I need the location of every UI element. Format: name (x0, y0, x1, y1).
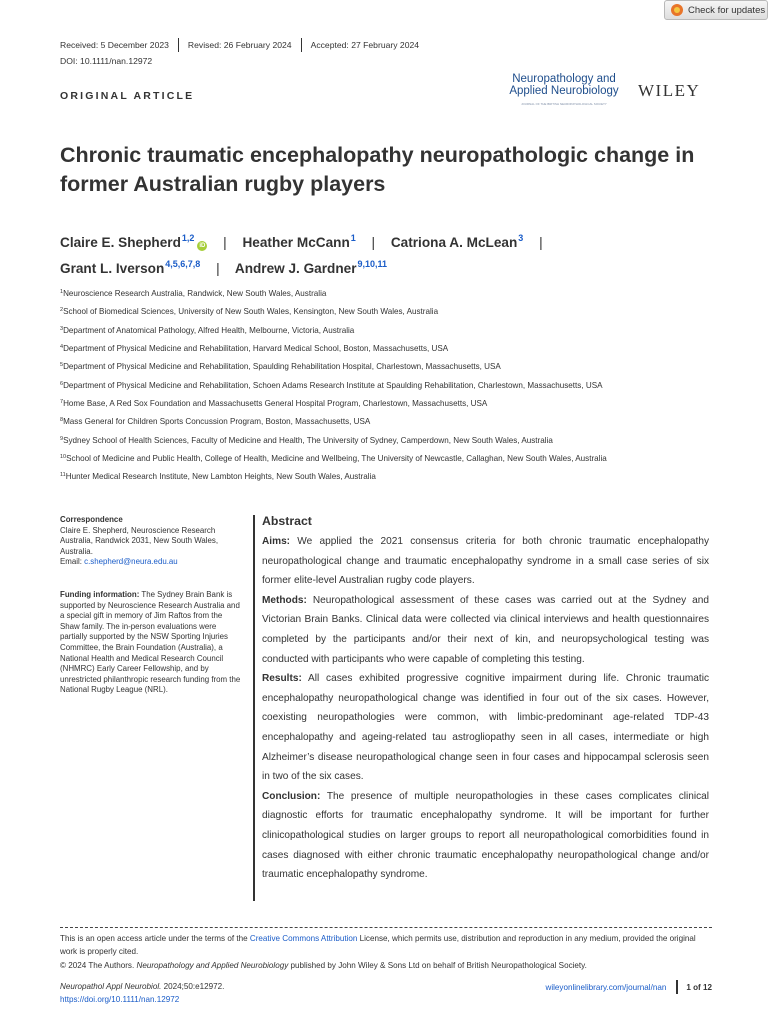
journal-logo[interactable] (500, 73, 628, 110)
author-separator: | (539, 235, 543, 250)
page-number: 1 of 12 (686, 982, 712, 992)
affiliation-item (60, 470, 720, 488)
affiliation-text: Sydney School of Health Sciences, Faculty of Medicine and Health, The University of Sydney, Camperdown, New South Wales, Australia (63, 435, 553, 445)
affiliation-number: 5 (60, 362, 64, 369)
author-affiliation-ref[interactable]: 9,10,11 (357, 258, 388, 269)
doi-link[interactable]: https://doi.org/10.1111/nan.12972 (60, 995, 180, 1005)
correspondence-heading: Correspondence (60, 515, 123, 524)
abstract-section-label: Aims: (262, 536, 291, 547)
accepted-date: Accepted: 27 February 2024 (310, 40, 420, 50)
citation-line (60, 980, 224, 993)
journal-name-line2: Applied Neurobiology (509, 85, 619, 97)
sidebar-notes (60, 515, 242, 696)
affiliation-text: Department of Physical Medicine and Rehabilitation, Schoen Adams Research Institute at Spaulding Rehabilitation, Charlestown, Massachusetts, USA (63, 380, 603, 390)
author-name[interactable]: Andrew J. Gardner (234, 260, 357, 276)
affiliation-item (60, 360, 720, 378)
abstract-heading: Abstract (262, 514, 312, 528)
doi-header: DOI: 10.1111/nan.12972 (60, 56, 153, 66)
abstract-results (262, 669, 709, 787)
affiliation-number: 8 (60, 417, 64, 424)
article-dates (60, 38, 419, 52)
author-name[interactable]: Heather McCann (242, 235, 350, 250)
publisher-logo[interactable]: WILEY (638, 81, 701, 100)
page-divider (676, 980, 678, 994)
affiliation-item (60, 452, 720, 470)
affiliation-item (60, 342, 720, 360)
license-notice (60, 932, 712, 972)
journal-logo-subtitle: JOURNAL OF THE BRITISH NEUROPATHOLOGICAL SOCIETY (521, 102, 607, 106)
affiliation-item (60, 305, 720, 323)
received-date: Received: 5 December 2023 (60, 40, 169, 50)
author-separator: | (223, 235, 227, 250)
author-name[interactable]: Grant L. Iverson (60, 260, 165, 276)
license-divider (60, 927, 712, 928)
affiliation-number: 3 (60, 325, 64, 332)
copyright-suffix: published by John Wiley & Sons Ltd on behalf of British Neuropathological Society. (288, 960, 587, 970)
orcid-icon[interactable]: iD (199, 243, 206, 249)
funding-heading: Funding information: (60, 589, 140, 599)
license-suffix: License, which permits use, distribution and reproduction in any medium, provided the original work is properly cited. (60, 934, 696, 957)
footer-right (545, 980, 712, 994)
affiliation-number: 10 (60, 454, 67, 461)
email-label: Email: (60, 557, 85, 567)
affiliation-list (60, 287, 720, 489)
author-affiliation-ref[interactable]: 1 (350, 233, 356, 243)
affiliation-text: School of Medicine and Public Health, College of Health, Medicine and Wellbeing, The University of Newcastle, Callaghan, New South Wales, Australia (66, 454, 607, 464)
author-list (60, 228, 720, 279)
abstract-section-text: Neuropathological assessment of these cases was carried out at the Sydney and Victorian Brain Banks. Clinical data were collected via clinical interviews and health questionnaires completed by the participants and/or their next of kin, and neuropsychological testing was conducted with participants who were capable of completing this testing. (262, 594, 709, 665)
abstract-section-label: Results: (262, 673, 302, 685)
affiliation-number: 1 (60, 289, 64, 295)
revised-date: Revised: 26 February 2024 (187, 40, 292, 50)
author-name[interactable]: Catriona A. McLean (390, 235, 518, 250)
affiliation-text: Hunter Medical Research Institute, New Lambton Heights, New South Wales, Australia (65, 472, 376, 482)
copyright-journal: Neuropathology and Applied Neurobiology (136, 960, 289, 970)
abstract-section-text: All cases exhibited progressive cognitive impairment during life. Chronic traumatic encephalopathy neuropathological change was identified in four out of the six cases. However, coexisting neuropathologies were common, with limbic-predominant age-related TDP-43 encephalopathy and ageing-related tau astrogliopathy seen in all cases, intermediate or high Alzheimer’s disease neuropathological change seen in four cases and hippocampal sclerosis seen in two of the six cases. (262, 673, 709, 783)
funding-text: The Sydney Brain Bank is supported by Neuroscience Research Australia and a special gift in memory of Jim Raftos from the Shaw family. The in-person evaluations were partially supported by the NSW Sporting Injuries Committee, the Brain Foundation (Australia), a National Health and Medical Research Council (NHMRC) Early Career Fellowship, and by unrestricted philanthropic research funding from the National Rugby League (NRL). (60, 589, 241, 695)
correspondence-email (60, 557, 242, 568)
funding-information (60, 590, 242, 696)
affiliation-number: 9 (60, 435, 64, 442)
abstract-aims (262, 532, 709, 591)
author-separator: | (216, 260, 220, 276)
check-updates-label: Check for updates (688, 4, 766, 16)
affiliation-text: Department of Physical Medicine and Rehabilitation, Harvard Medical School, Boston, Massachusetts, USA (63, 344, 449, 354)
abstract (262, 513, 709, 885)
copyright-prefix: © 2024 The Authors. (60, 960, 137, 970)
affiliation-text: Home Base, A Red Sox Foundation and Massachusetts General Hospital Program, Charlestown, Massachusetts, USA (63, 399, 488, 409)
author-separator: | (371, 235, 376, 250)
author-affiliation-ref[interactable]: 1,2 (181, 233, 195, 243)
article-title: Chronic traumatic encephalopathy neuropathologic change in former Australian rugby players (60, 143, 695, 196)
journal-site-link[interactable]: wileyonlinelibrary.com/journal/nan (545, 982, 667, 992)
affiliation-text: Mass General for Children Sports Concussion Program, Boston, Massachusetts, USA (63, 417, 371, 427)
affiliation-number: 7 (60, 399, 64, 406)
affiliation-item (60, 287, 720, 305)
affiliation-number: 2 (60, 307, 64, 314)
check-for-updates-button[interactable] (664, 0, 768, 20)
abstract-section-label: Conclusion: (262, 790, 321, 802)
affiliation-item (60, 397, 720, 415)
affiliation-text: Department of Physical Medicine and Rehabilitation, Spaulding Rehabilitation Hospital, Charlestown, Massachusetts, USA (63, 362, 501, 372)
abstract-conclusion (262, 787, 709, 885)
abstract-methods (262, 591, 709, 669)
citation-volume: 2024;50:e12972. (161, 982, 225, 991)
affiliation-item (60, 324, 720, 342)
copyright-line (60, 959, 712, 972)
citation-journal: Neuropathol Appl Neurobiol. (60, 982, 162, 991)
check-updates-icon (671, 4, 683, 16)
date-divider (178, 38, 179, 52)
correspondence-text: Claire E. Shepherd, Neuroscience Research Australia, Randwick 2031, New South Wales, Australia. (60, 525, 219, 556)
footer-citation (60, 980, 224, 1007)
author-affiliation-ref[interactable]: 4,5,6,7,8 (165, 258, 201, 269)
affiliation-number: 4 (60, 344, 64, 351)
license-link[interactable]: Creative Commons Attribution (249, 934, 358, 943)
license-prefix: This is an open access article under the terms of the (60, 934, 250, 943)
article-type: ORIGINAL ARTICLE (60, 90, 195, 102)
date-divider (301, 38, 302, 52)
affiliation-number: 11 (60, 472, 66, 479)
abstract-section-label: Methods: (262, 594, 307, 606)
journal-name-line1: Neuropathology and (512, 73, 616, 85)
abstract-section-text: The presence of multiple neuropathologies in these cases complicates clinical diagnostic efforts for traumatic encephalopathy syndrome. It will be important for further clinicopathological studies on larger groups to report all neuropathological comorbidities found in cases diagnosed with either chronic traumatic encephalopathy neuropathological change and/or traumatic encephalopathy syndrome. (262, 790, 709, 881)
affiliation-item (60, 434, 720, 452)
affiliation-text: Department of Anatomical Pathology, Alfred Health, Melbourne, Victoria, Australia (63, 325, 355, 335)
affiliation-text: Neuroscience Research Australia, Randwick, New South Wales, Australia (63, 289, 327, 298)
affiliation-item (60, 415, 720, 433)
abstract-divider (253, 515, 255, 901)
email-link[interactable]: c.shepherd@neura.edu.au (84, 557, 178, 567)
author-name[interactable]: Claire E. Shepherd (60, 235, 181, 250)
affiliation-text: School of Biomedical Sciences, University of New South Wales, Kensington, New South Wales, Australia (63, 307, 439, 317)
license-line (60, 932, 712, 959)
abstract-section-text: We applied the 2021 consensus criteria for both chronic traumatic encephalopathy neuropathological change and traumatic encephalopathy syndrome in a small case series of six former elite-level Australian rugby code players. (262, 536, 709, 587)
affiliation-item (60, 379, 720, 397)
affiliation-number: 6 (60, 380, 64, 387)
author-affiliation-ref[interactable]: 3 (518, 233, 524, 243)
